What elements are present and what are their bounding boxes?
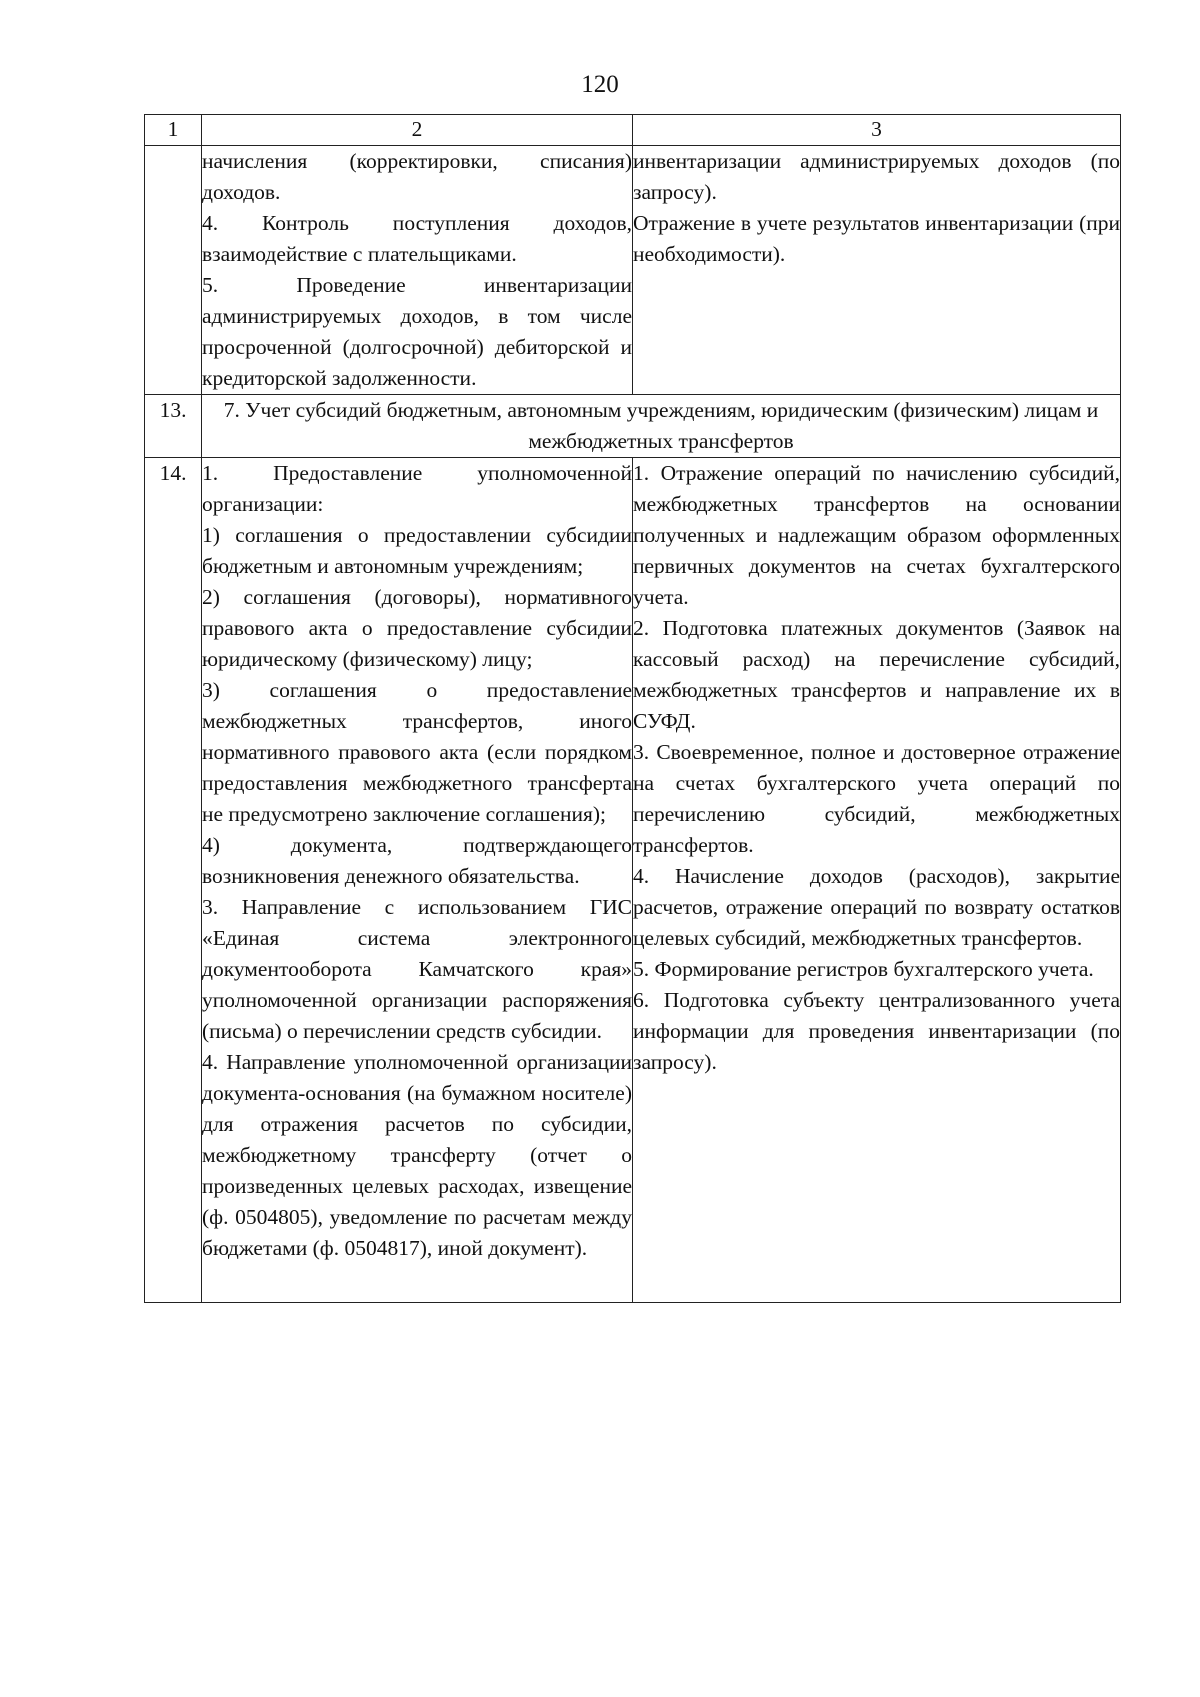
- paragraph: 2) соглашения (договоры), нормативного правового акта о предоставление субсидии юридическому (физическому) лицу;: [202, 585, 632, 671]
- paragraph: начисления (корректировки, списания) доходов.: [202, 149, 632, 204]
- header-col-2: 2: [202, 115, 633, 146]
- paragraph: 4. Контроль поступления доходов, взаимодействие с плательщиками.: [202, 211, 632, 266]
- paragraph: 1) соглашения о предоставлении субсидии бюджетным и автономным учреждениям;: [202, 523, 632, 578]
- table-header-row: [145, 115, 1121, 146]
- paragraph: 2. Подготовка платежных документов (Заявок на кассовый расход) на перечисление субсидий, межбюджетных трансфертов и направление их в СУФД.: [633, 616, 1120, 733]
- paragraph: 4. Направление уполномоченной организации документа-основания (на бумажном носителе) для отражения расчетов по субсидии, межбюджетному трансферту (отчет о произведенных целевых расходах, извещение (ф. 0504805), уведомление по расчетам между бюджетами (ф. 0504817), иной документ).: [202, 1050, 632, 1260]
- paragraph: 3. Направление с использованием ГИС «Единая система электронного документооборота Камчатского края» уполномоченной организации распоряжения (письма) о перечислении средств субсидии.: [202, 895, 632, 1043]
- paragraph: 3. Своевременное, полное и достоверное отражение на счетах бухгалтерского учета операций по перечислению субсидий, межбюджетных трансфертов.: [633, 740, 1120, 857]
- accounting-duties-cell: [633, 458, 1121, 1303]
- paragraph: Отражение в учете результатов инвентаризации (при необходимости).: [633, 211, 1120, 266]
- paragraph: 4. Начисление доходов (расходов), закрытие расчетов, отражение операций по возврату остатков целевых субсидий, межбюджетных трансфертов.: [633, 864, 1120, 950]
- page-number: 120: [581, 71, 619, 98]
- paragraph: 3) соглашения о предоставление межбюджетных трансфертов, иного нормативного правового акта (если порядком предоставления межбюджетного трансферта не предусмотрено заключение соглашения);: [202, 678, 632, 826]
- paragraph: 5. Формирование регистров бухгалтерского учета.: [633, 957, 1094, 981]
- continuation-accounting-cell: [633, 146, 1121, 395]
- header-col-3: 3: [633, 115, 1121, 146]
- paragraph: 1. Предоставление уполномоченной организации:: [202, 461, 632, 516]
- row-number-cell: 13.: [145, 395, 202, 458]
- paragraph: 5. Проведение инвентаризации администрируемых доходов, в том числе просроченной (долгосрочной) дебиторской и кредиторской задолженности.: [202, 273, 632, 390]
- table-row-continuation: [145, 146, 1121, 395]
- organization-duties-cell: [202, 458, 633, 1303]
- section-title: 7. Учет субсидий бюджетным, автономным учреждениям, юридическим (физическим) лицам и межбюджетных трансфертов: [202, 395, 1121, 458]
- row-number-cell: 14.: [145, 458, 202, 1303]
- document-table: [144, 114, 1121, 1303]
- paragraph: 1. Отражение операций по начислению субсидий, межбюджетных трансфертов на основании полученных и надлежащим образом оформленных первичных документов на счетах бухгалтерского учета.: [633, 461, 1120, 609]
- continuation-duties-cell: [202, 146, 633, 395]
- paragraph: 6. Подготовка субъекту централизованного учета информации для проведения инвентаризации (по запросу).: [633, 988, 1120, 1074]
- table-row-14: [145, 458, 1121, 1303]
- table-row-13: [145, 395, 1121, 458]
- paragraph: инвентаризации администрируемых доходов (по запросу).: [633, 149, 1120, 204]
- header-col-1: 1: [145, 115, 202, 146]
- paragraph: 4) документа, подтверждающего возникновения денежного обязательства.: [202, 833, 632, 888]
- row-number-cell: [145, 146, 202, 395]
